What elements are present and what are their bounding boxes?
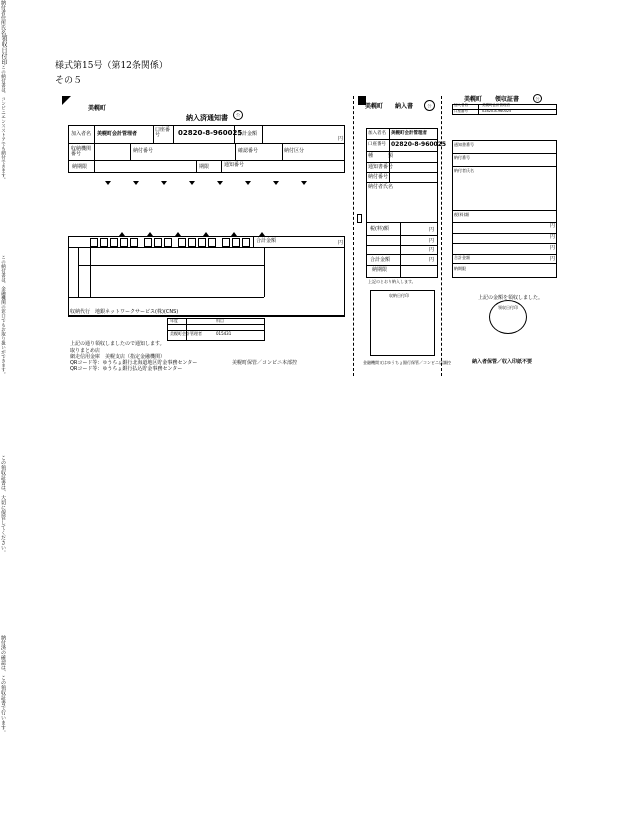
left-yen: 円	[338, 136, 344, 142]
tear-line	[353, 96, 354, 376]
right-vert-left: この領収証書は、大切に保管してください。	[0, 455, 6, 555]
mid-town: 美幌町	[365, 103, 384, 110]
left-due2-label: 通知番号	[224, 162, 245, 168]
form-number: 様式第15号（第12条関係）	[55, 61, 168, 71]
tear-line	[441, 96, 442, 376]
mid-side-box	[357, 214, 362, 223]
right-notice-label: 通知書番号	[454, 142, 474, 147]
marker-triangle	[161, 181, 167, 185]
right-note: 上記の金額を領収しました。	[478, 295, 544, 301]
left-lower-table	[68, 236, 345, 316]
year-label: 年度	[170, 318, 178, 323]
left-seal: 公	[233, 110, 243, 120]
right-payer-label: 納付者氏名	[454, 168, 474, 173]
right-account-label: 口座番号	[454, 109, 468, 113]
note1: 上記の通り領収しましたので通知します。	[70, 341, 165, 347]
right-yen1: 円	[550, 223, 556, 229]
right-yen3: 円	[550, 245, 556, 251]
left-agency-label: 収納機関番号	[71, 146, 92, 157]
marker-triangle	[189, 181, 195, 185]
mid-seal: 公	[424, 100, 435, 111]
mid-payee-value: 美幌町会計管理者	[391, 131, 427, 136]
form-sub: その５	[55, 76, 83, 86]
right-stamp-circle: 領収日付印	[489, 300, 527, 334]
mid-vert-left: この納付書は、コンビニエンスストアでも納付できます。	[0, 65, 6, 182]
mid-note: 上記のとおり納入します。	[368, 279, 416, 284]
left-title: 納入済通知書	[186, 114, 228, 122]
mid-notice-label: 通知書番号	[368, 164, 394, 170]
left-period-label: 期限	[199, 164, 210, 170]
mid-stamp-label: 収納日付印	[389, 293, 409, 298]
right-total-label: 合計金額	[454, 255, 470, 260]
left-town: 美幌町	[88, 105, 107, 112]
right-title: 領収証書	[495, 96, 520, 103]
left-payee-label: 加入者名	[71, 131, 92, 137]
payer-no-label: 美幌町会計管理者	[170, 331, 202, 336]
left-footer: 美幌町保管／コンビニ本部控	[232, 360, 298, 366]
right-yen2: 円	[550, 234, 556, 240]
right-vert-right: 納付済の確認は、この領収証書で行います。	[0, 635, 6, 735]
mid-payee-label: 加入者名	[368, 131, 386, 136]
right-seal: 公	[533, 94, 542, 103]
right-payee-value: 美幌町会計管理者	[482, 103, 510, 107]
mid-fee-label: 税(料)額	[370, 226, 389, 232]
mid-yen2: 円	[429, 238, 435, 244]
left-payee-value: 美幌町会計管理者	[97, 131, 138, 137]
mid-footer: 金融機関又はゆうちょ銀行保管／コンビニ店舗控	[363, 360, 451, 365]
receipt-stamp-label: 領収日付印	[0, 35, 7, 65]
left-payment-type-label: 納付区分	[284, 148, 305, 154]
left-payment-no-label: 納付番号	[133, 148, 154, 154]
right-account-value: 02820-8-960025	[482, 109, 512, 113]
mid-account-label: 口座番号	[368, 142, 386, 147]
note3: 網走信用金庫 美幌支店（指定金融機関）	[70, 354, 166, 360]
item-label: 科目	[216, 318, 224, 323]
right-due-label: 納期限	[454, 266, 466, 271]
right-town: 美幌町	[464, 96, 483, 103]
right-payno-label: 納付番号	[454, 155, 470, 160]
mid-yen4: 円	[429, 257, 435, 263]
marker-triangle	[105, 181, 111, 185]
mid-stamp-box	[370, 290, 435, 356]
mid-account-value: 02820-8-960025	[391, 141, 447, 148]
payer-no-value: 015431	[216, 331, 232, 336]
left-confirm-label: 確認番号	[238, 148, 259, 154]
mid-vert-right: この納付書は、金融機関の窓口でもお取り扱いができます。	[0, 255, 6, 377]
mid-yen3: 円	[429, 247, 435, 253]
marker-triangle	[217, 181, 223, 185]
note5: QRコード等：ゆうちょ銀行払込貯金事務センター	[70, 366, 183, 372]
right-payee-label: 加入者名	[454, 103, 468, 107]
right-fee-label: 税(料)額	[454, 212, 470, 217]
left-due-label: 納期限	[72, 164, 88, 170]
payer-name: 氏名	[0, 25, 6, 35]
marker-triangle	[245, 181, 251, 185]
mid-payer-label: 納付者氏名	[368, 184, 394, 190]
agent-line: 収納代行 地銀ネットワークサービス(株)(CNS)	[70, 309, 179, 315]
payer-address: 住所	[0, 15, 6, 25]
mid-total-label: 合計金額	[370, 257, 391, 263]
marker-triangle	[133, 181, 139, 185]
corner-mark	[62, 96, 71, 105]
mid-due-label: 納期限	[372, 267, 388, 273]
mid-payno-label: 納付番号	[368, 174, 389, 180]
left-account-label: 口座番号	[155, 127, 171, 138]
mid-title: 納入書	[395, 103, 414, 110]
left-account-value: 02820-8-960025	[178, 129, 243, 137]
left-total2-label: 合計金額	[256, 238, 277, 244]
mid-type-label: 種 類	[368, 153, 394, 159]
payer-vert: 納付者	[0, 0, 6, 15]
note4: QRコード等：ゆうちょ銀行北海道地区貯金事務センター	[70, 360, 198, 366]
marker-triangle	[301, 181, 307, 185]
left-total-label: 合計金額	[237, 131, 258, 137]
marker-triangle	[273, 181, 279, 185]
right-footer: 納入者保管／収入印紙不要	[472, 359, 533, 365]
right-yen4: 円	[550, 256, 556, 262]
left-yen2: 円	[338, 240, 344, 246]
mid-yen1: 円	[429, 227, 435, 233]
note2: 取りまとめ店	[70, 348, 101, 354]
